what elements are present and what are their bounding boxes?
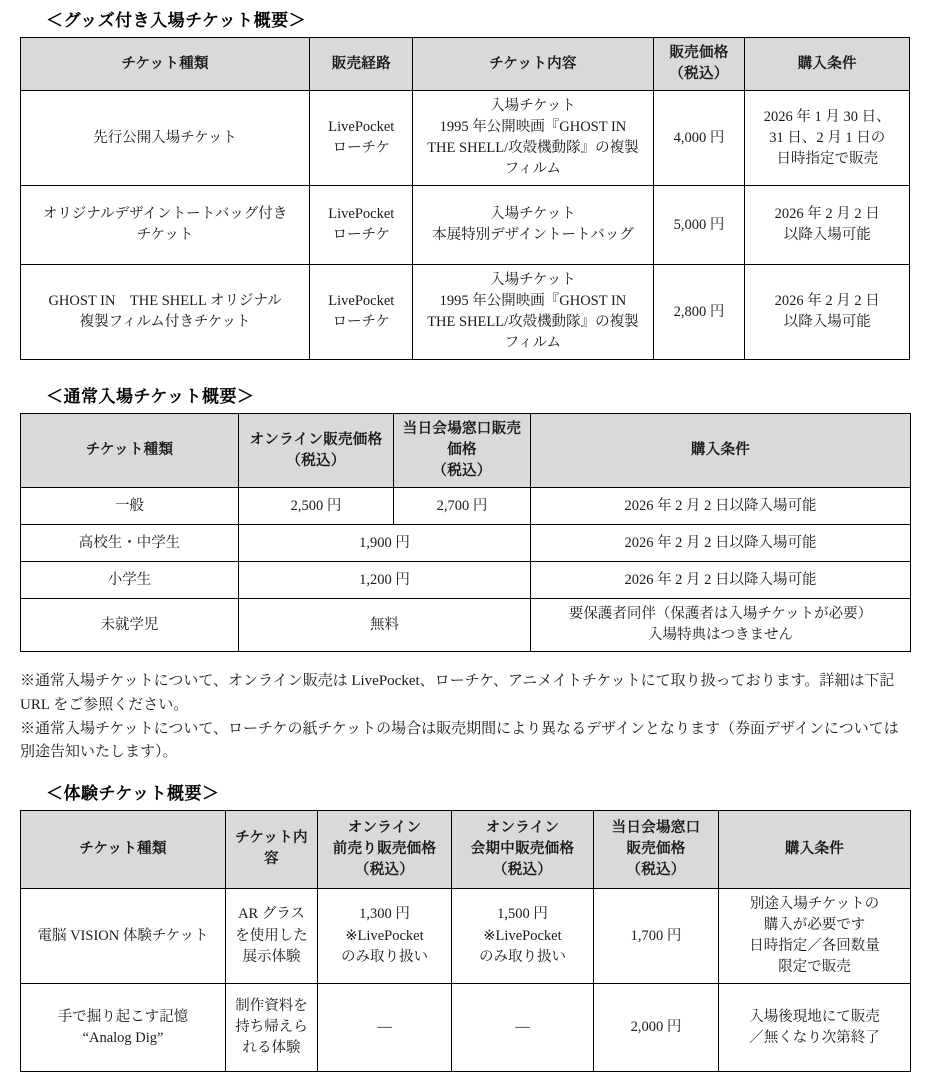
- experience-table-body: [21, 888, 911, 1071]
- normal-col-online-l0: オンライン販売価格: [249, 431, 383, 448]
- experience-cell-condition: [719, 984, 911, 1072]
- table-row: [21, 888, 911, 983]
- normal-col-type: [21, 414, 239, 488]
- normal-table-body: [21, 488, 911, 652]
- experience-col-online-period-l2: （税込）: [492, 861, 553, 878]
- experience-col-online-advance-l1: 前売り販売価格: [332, 840, 437, 857]
- experience-cell-type: [21, 888, 226, 983]
- table-row: [21, 186, 910, 265]
- goods-col-price: [653, 38, 745, 91]
- normal-cell-onsite: 2,700 円: [394, 488, 531, 525]
- goods-cell-content: [413, 91, 653, 186]
- goods-cell-channel: [310, 91, 413, 186]
- normal-cell-price-merged: 無料: [239, 599, 531, 652]
- goods-cell-price: 2,800 円: [653, 265, 745, 360]
- goods-col-channel: [310, 38, 413, 91]
- experience-col-condition: [719, 810, 911, 888]
- goods-content-l2: THE SHELL/攻殻機動隊』の複製: [427, 140, 639, 157]
- experience-cell-content: [226, 888, 318, 983]
- goods-channel-l0: LivePocket: [328, 206, 395, 223]
- goods-condition-l1: 31 日、2 月 1 日の: [769, 129, 886, 146]
- goods-channel-l1: ローチケ: [332, 314, 390, 331]
- experience-cell-content: [226, 984, 318, 1072]
- experience-condition-l3: 限定で販売: [778, 959, 851, 976]
- experience-col-type: [21, 810, 226, 888]
- goods-cell-condition: [745, 91, 910, 186]
- experience-online-advance-l2: のみ取り扱い: [341, 948, 428, 965]
- goods-cell-channel: [310, 186, 413, 265]
- goods-col-price-l1: （税込）: [669, 66, 729, 83]
- experience-cell-condition: [719, 888, 911, 983]
- experience-cell-onsite: 1,700 円: [594, 888, 719, 983]
- experience-col-onsite-l2: （税込）: [626, 861, 686, 878]
- experience-condition-l0: 入場後現地にて販売: [749, 1008, 880, 1025]
- experience-condition-l2: 日時指定／各回数量: [749, 938, 880, 955]
- goods-cell-type: [21, 265, 310, 360]
- goods-type-l1: 複製フィルム付きチケット: [79, 314, 251, 331]
- experience-table-head: [21, 810, 911, 888]
- experience-col-onsite-l1: 販売価格: [626, 840, 686, 857]
- table-row: [21, 599, 911, 652]
- normal-col-type-l0: チケット種類: [85, 442, 174, 459]
- goods-condition-l0: 2026 年 1 月 30 日、: [763, 108, 891, 125]
- goods-content-l1: 1995 年公開映画『GHOST IN: [439, 293, 627, 310]
- table-row: [21, 488, 911, 525]
- experience-type-l0: 手で掘り起こす記憶: [57, 1008, 189, 1025]
- experience-header-row: [21, 810, 911, 888]
- experience-cell-online-period: —: [452, 984, 594, 1072]
- note-paper-ticket-design: ※通常入場チケットについて、ローチケの紙チケットの場合は販売期間により異なるデザインとなります（券面デザインについては別途告知いたします）。: [20, 720, 899, 761]
- table-row: [21, 91, 910, 186]
- goods-content-l1: 1995 年公開映画『GHOST IN: [439, 119, 627, 136]
- normal-ticket-table: [20, 413, 911, 652]
- goods-col-type-l0: チケット種類: [121, 55, 209, 72]
- experience-col-content-l1: 容: [264, 851, 279, 868]
- goods-header-row: [21, 38, 910, 91]
- normal-header-row: [21, 414, 911, 488]
- normal-cell-condition: 2026 年 2 月 2 日以降入場可能: [531, 525, 911, 562]
- goods-col-condition-l0: 購入条件: [797, 55, 857, 72]
- experience-col-online-period-l0: オンライン: [485, 819, 560, 836]
- experience-section-title: ＜体験チケット概要＞: [46, 783, 220, 803]
- table-row: [21, 562, 911, 599]
- goods-type-l0: オリジナルデザイントートバッグ付き: [42, 206, 288, 223]
- normal-col-condition-l0: 購入条件: [690, 442, 751, 459]
- experience-cell-onsite: 2,000 円: [594, 984, 719, 1072]
- experience-cell-online-advance: [318, 888, 452, 983]
- goods-col-content: [413, 38, 653, 91]
- goods-channel-l1: ローチケ: [332, 140, 390, 157]
- experience-cell-type: [21, 984, 226, 1072]
- goods-ticket-table: [20, 37, 910, 360]
- goods-condition-l0: 2026 年 2 月 2 日: [774, 206, 880, 223]
- experience-col-online-advance: [318, 810, 452, 888]
- goods-cell-type: [21, 186, 310, 265]
- normal-col-online-l1: （税込）: [286, 452, 346, 469]
- experience-content-l0: AR グラス: [238, 906, 305, 923]
- experience-col-onsite-l0: 当日会場窓口: [611, 819, 701, 836]
- experience-content-l1: 持ち帰えら: [235, 1019, 308, 1036]
- normal-cell-type: 未就学児: [21, 599, 239, 652]
- experience-condition-l1: ／無くなり次第終了: [749, 1029, 880, 1046]
- normal-cell-type: 高校生・中学生: [21, 525, 239, 562]
- experience-online-period-l1: ※LivePocket: [483, 927, 562, 944]
- normal-cell-type: 小学生: [21, 562, 239, 599]
- experience-col-content-l0: チケット内: [235, 830, 308, 847]
- goods-cell-content: [413, 265, 653, 360]
- goods-col-content-l0: チケット内容: [489, 55, 577, 72]
- normal-col-condition: [531, 414, 911, 488]
- goods-type-l0: GHOST IN THE SHELL オリジナル: [48, 293, 282, 310]
- goods-condition-l0: 2026 年 2 月 2 日: [774, 293, 880, 310]
- experience-cell-online-advance: —: [318, 984, 452, 1072]
- goods-content-l2: THE SHELL/攻殻機動隊』の複製: [427, 314, 639, 331]
- goods-col-type: [21, 38, 310, 91]
- experience-col-online-period-l1: 会期中販売価格: [470, 840, 575, 857]
- experience-col-condition-l0: 購入条件: [784, 840, 845, 857]
- goods-cell-channel: [310, 265, 413, 360]
- experience-col-online-advance-l2: （税込）: [354, 861, 415, 878]
- table-row: [21, 265, 910, 360]
- experience-online-period-l2: のみ取り扱い: [479, 948, 566, 965]
- experience-content-l0: 制作資料を: [235, 998, 308, 1015]
- goods-cell-condition: [745, 265, 910, 360]
- goods-table-body: [21, 91, 910, 360]
- normal-cell-type: 一般: [21, 488, 239, 525]
- normal-section-title: ＜通常入場チケット概要＞: [46, 387, 255, 407]
- goods-col-channel-l0: 販売経路: [331, 55, 391, 72]
- goods-col-price-l0: 販売価格: [669, 45, 729, 61]
- goods-cell-condition: [745, 186, 910, 265]
- goods-col-condition: [745, 38, 910, 91]
- goods-cell-price: 5,000 円: [653, 186, 745, 265]
- goods-content-l0: 入場チケット: [490, 206, 576, 223]
- experience-content-l1: を使用した: [235, 927, 308, 944]
- experience-col-online-period: [452, 810, 594, 888]
- experience-col-type-l0: チケット種類: [79, 840, 167, 857]
- goods-type-l0: 先行公開入場チケット: [93, 129, 237, 146]
- note-online-sales: ※通常入場チケットについて、オンライン販売は LivePocket、ローチケ、アニメイトチケットにて取り扱っております。詳細は下記 URL をご参照ください。: [20, 673, 895, 713]
- normal-condition-l1: 入場特典はつきません: [648, 627, 793, 644]
- experience-cell-online-period: [452, 888, 594, 983]
- experience-ticket-table: [20, 810, 911, 1072]
- experience-type-l0: 電脳 VISION 体験チケット: [37, 927, 209, 944]
- goods-table-head: [21, 38, 910, 91]
- normal-cell-online: 2,500 円: [239, 488, 394, 525]
- goods-type-l1: チケット: [136, 227, 194, 244]
- experience-content-l2: 展示体験: [242, 948, 301, 965]
- goods-content-l0: 入場チケット: [490, 98, 576, 115]
- table-row: [21, 525, 911, 562]
- experience-col-onsite: [594, 810, 719, 888]
- goods-content-l1: 本展特別デザイントートバッグ: [432, 227, 634, 244]
- normal-col-onsite-l0: 当日会場窓口販売: [402, 421, 522, 438]
- normal-cell-price-merged: 1,900 円: [239, 525, 531, 562]
- goods-condition-l2: 日時指定で販売: [776, 150, 878, 167]
- goods-cell-content: [413, 186, 653, 265]
- experience-col-online-advance-l0: オンライン: [347, 819, 422, 836]
- normal-cell-condition: [531, 599, 911, 652]
- experience-online-advance-l0: 1,300 円: [359, 906, 410, 923]
- goods-content-l3: フィルム: [504, 161, 562, 178]
- experience-content-l2: れる体験: [242, 1040, 301, 1057]
- goods-content-l3: フィルム: [504, 335, 562, 352]
- normal-col-onsite: [394, 414, 531, 488]
- normal-col-onsite-l1: 価格: [447, 442, 477, 459]
- experience-online-period-l0: 1,500 円: [497, 906, 548, 923]
- experience-condition-l0: 別途入場チケットの: [749, 895, 880, 912]
- goods-condition-l1: 以降入場可能: [783, 314, 871, 331]
- normal-col-online: [239, 414, 394, 488]
- normal-table-head: [21, 414, 911, 488]
- normal-cell-condition: 2026 年 2 月 2 日以降入場可能: [531, 488, 911, 525]
- goods-channel-l0: LivePocket: [328, 119, 395, 136]
- goods-channel-l0: LivePocket: [328, 293, 395, 310]
- goods-channel-l1: ローチケ: [332, 227, 390, 244]
- goods-condition-l1: 以降入場可能: [783, 227, 871, 244]
- notes-block: [20, 670, 910, 765]
- goods-cell-price: 4,000 円: [653, 91, 745, 186]
- experience-col-content: [226, 810, 318, 888]
- goods-content-l0: 入場チケット: [490, 272, 576, 289]
- experience-online-advance-l1: ※LivePocket: [345, 927, 424, 944]
- normal-cell-price-merged: 1,200 円: [239, 562, 531, 599]
- goods-section-title: ＜グッズ付き入場チケット概要＞: [46, 11, 307, 30]
- experience-type-l1: “Analog Dig”: [82, 1029, 164, 1046]
- normal-col-onsite-l2: （税込）: [432, 463, 492, 480]
- normal-cell-condition: 2026 年 2 月 2 日以降入場可能: [531, 562, 911, 599]
- goods-cell-type: [21, 91, 310, 186]
- table-row: [21, 984, 911, 1072]
- normal-condition-l0: 要保護者同伴（保護者は入場チケットが必要）: [568, 606, 873, 623]
- experience-condition-l1: 購入が必要です: [763, 917, 866, 933]
